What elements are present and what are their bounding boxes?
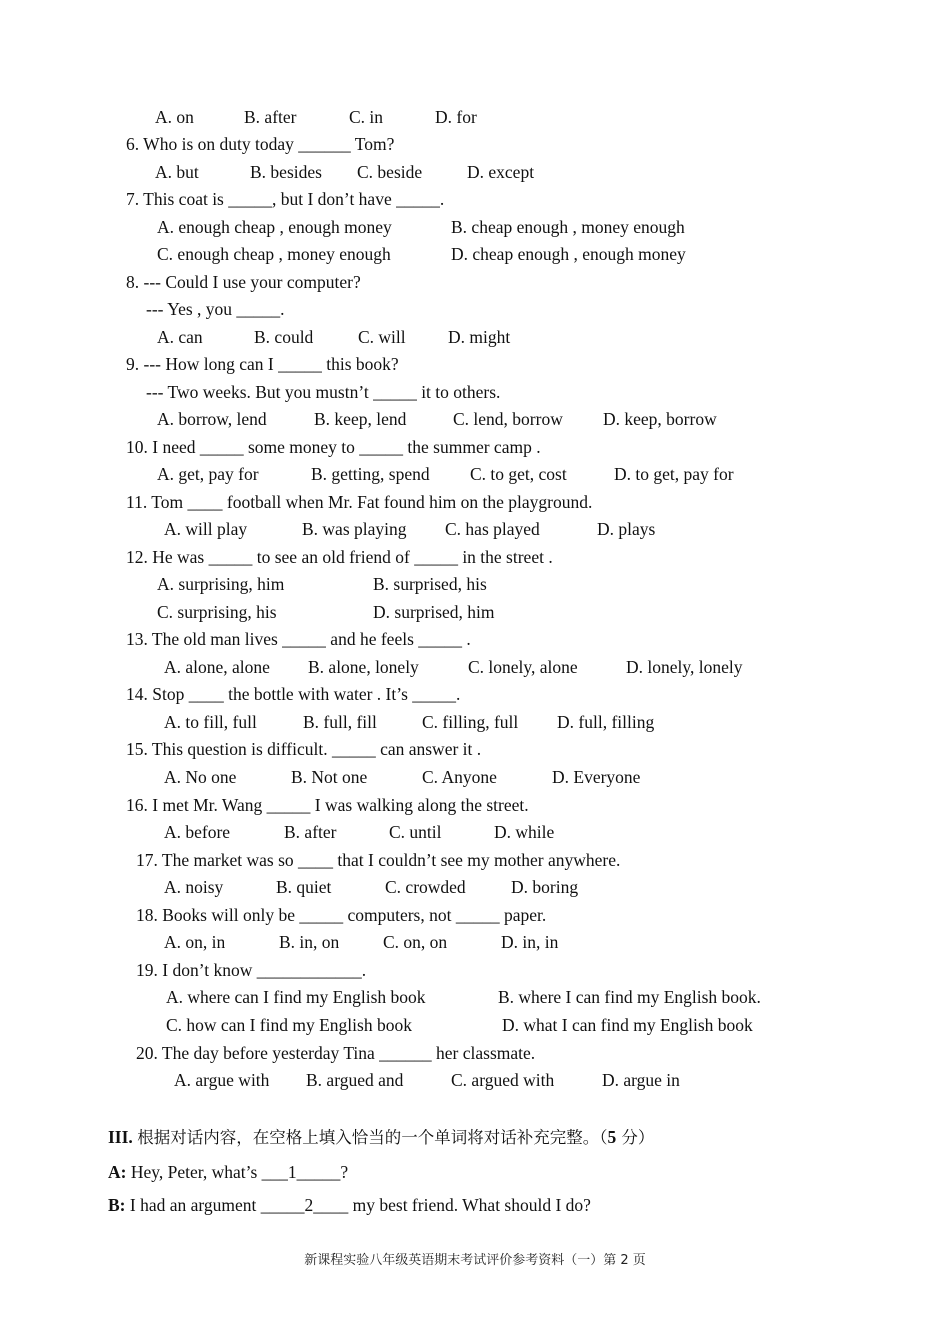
answer-option: C. argued with	[451, 1070, 555, 1090]
question-text: 13. The old man lives _____ and he feels _____ .	[126, 629, 471, 649]
answer-option: D. to get, pay for	[614, 464, 734, 484]
answer-option: A. before	[164, 822, 231, 842]
dialogue-line-a	[108, 1161, 348, 1183]
question-text: 20. The day before yesterday Tina ______ her classmate.	[136, 1043, 536, 1063]
answer-option: C. enough cheap , money enough	[157, 244, 391, 264]
answer-option: B. argued and	[306, 1070, 404, 1090]
answer-option: D. for	[435, 107, 477, 127]
answer-option: D. boring	[511, 877, 579, 897]
answer-option: C. has played	[445, 519, 540, 539]
section-score-unit: 分）	[616, 1128, 655, 1147]
answer-option: A. alone, alone	[164, 657, 270, 677]
answer-option: D. while	[494, 822, 555, 842]
question-text: 9. --- How long can I _____ this book?	[126, 354, 399, 374]
answer-option: C. beside	[357, 162, 423, 182]
answer-option: D. Everyone	[552, 767, 641, 787]
answer-option: C. how can I find my English book	[166, 1015, 412, 1035]
answer-option: D. except	[467, 162, 535, 182]
answer-option: D. full, filling	[557, 712, 655, 732]
answer-option: C. in	[349, 107, 384, 127]
answer-option: C. until	[389, 822, 442, 842]
answer-option: A. will play	[164, 519, 248, 539]
question-text: 14. Stop ____ the bottle with water . It’s _____.	[126, 684, 461, 704]
answer-option: D. argue in	[602, 1070, 680, 1090]
question-text: 12. He was _____ to see an old friend of _____ in the street .	[126, 547, 553, 567]
dialogue-line-b	[108, 1194, 591, 1216]
section-heading	[108, 1126, 654, 1149]
answer-option: A. can	[157, 327, 203, 347]
answer-option: C. will	[358, 327, 406, 347]
answer-option: A. to fill, full	[164, 712, 257, 732]
answer-option: C. filling, full	[422, 712, 519, 732]
answer-option: D. lonely, lonely	[626, 657, 743, 677]
answer-option: A. noisy	[164, 877, 224, 897]
question-text: --- Yes , you _____.	[146, 299, 285, 319]
answer-option: C. lonely, alone	[468, 657, 578, 677]
answer-option: B. alone, lonely	[308, 657, 419, 677]
answer-option: B. full, fill	[303, 712, 377, 732]
answer-option: B. quiet	[276, 877, 332, 897]
answer-option: D. cheap enough , enough money	[451, 244, 686, 264]
answer-option: D. what I can find my English book	[502, 1015, 753, 1035]
answer-option: A. surprising, him	[157, 574, 285, 594]
question-text: 15. This question is difficult. _____ can answer it .	[126, 739, 482, 759]
answer-option: C. surprising, his	[157, 602, 277, 622]
answer-option: C. crowded	[385, 877, 466, 897]
speaker-a: A:	[108, 1162, 127, 1182]
answer-option: D. surprised, him	[373, 602, 495, 622]
answer-option: B. Not one	[291, 767, 368, 787]
section-instruction: 根据对话内容，在空格上填入恰当的一个单词将对话补充完整。（	[137, 1128, 608, 1147]
question-text: 6. Who is on duty today ______ Tom?	[126, 134, 395, 154]
answer-option: D. keep, borrow	[603, 409, 717, 429]
question-text: 18. Books will only be _____ computers, not _____ paper.	[136, 905, 547, 925]
answer-option: C. Anyone	[422, 767, 497, 787]
answer-option: D. plays	[597, 519, 656, 539]
question-text: 17. The market was so ____ that I couldn’t see my mother anywhere.	[136, 850, 621, 870]
answer-option: A. argue with	[174, 1070, 270, 1090]
dialogue-text-b: I had an argument _____2____ my best friend. What should I do?	[125, 1195, 591, 1215]
question-text: 7. This coat is _____, but I don’t have _____.	[126, 189, 445, 209]
answer-option: A. No one	[164, 767, 237, 787]
answer-option: B. keep, lend	[314, 409, 407, 429]
answer-option: A. but	[155, 162, 199, 182]
answer-option: C. on, on	[383, 932, 448, 952]
answer-option: B. cheap enough , money enough	[451, 217, 685, 237]
dialogue-text-a: Hey, Peter, what’s ___1_____?	[126, 1162, 349, 1182]
answer-option: B. surprised, his	[373, 574, 487, 594]
answer-option: C. lend, borrow	[453, 409, 563, 429]
question-text: 11. Tom ____ football when Mr. Fat found him on the playground.	[126, 492, 593, 512]
answer-option: A. on	[155, 107, 194, 127]
question-text: --- Two weeks. But you mustn’t _____ it to others.	[146, 382, 501, 402]
answer-option: C. to get, cost	[470, 464, 567, 484]
answer-option: D. might	[448, 327, 511, 347]
answer-option: B. was playing	[302, 519, 407, 539]
section-number: III.	[108, 1127, 133, 1147]
answer-option: A. borrow, lend	[157, 409, 267, 429]
page-footer: 新课程实验八年级英语期末考试评价参考资料（一）第 2 页	[304, 1253, 646, 1268]
answer-option: B. getting, spend	[311, 464, 430, 484]
question-text: 8. --- Could I use your computer?	[126, 272, 361, 292]
answer-option: B. where I can find my English book.	[498, 987, 761, 1007]
answer-option: B. in, on	[279, 932, 340, 952]
answer-option: B. besides	[250, 162, 322, 182]
question-text: 16. I met Mr. Wang _____ I was walking along the street.	[126, 795, 529, 815]
question-text: 19. I don’t know ____________.	[136, 960, 367, 980]
section-score: 5	[607, 1127, 617, 1147]
answer-option: B. after	[284, 822, 337, 842]
answer-option: B. could	[254, 327, 314, 347]
answer-option: A. on, in	[164, 932, 226, 952]
question-text: 10. I need _____ some money to _____ the summer camp .	[126, 437, 541, 457]
answer-option: A. get, pay for	[157, 464, 259, 484]
speaker-b: B:	[108, 1195, 126, 1215]
answer-option: D. in, in	[501, 932, 559, 952]
answer-option: A. enough cheap , enough money	[157, 217, 392, 237]
answer-option: B. after	[244, 107, 297, 127]
answer-option: A. where can I find my English book	[166, 987, 426, 1007]
